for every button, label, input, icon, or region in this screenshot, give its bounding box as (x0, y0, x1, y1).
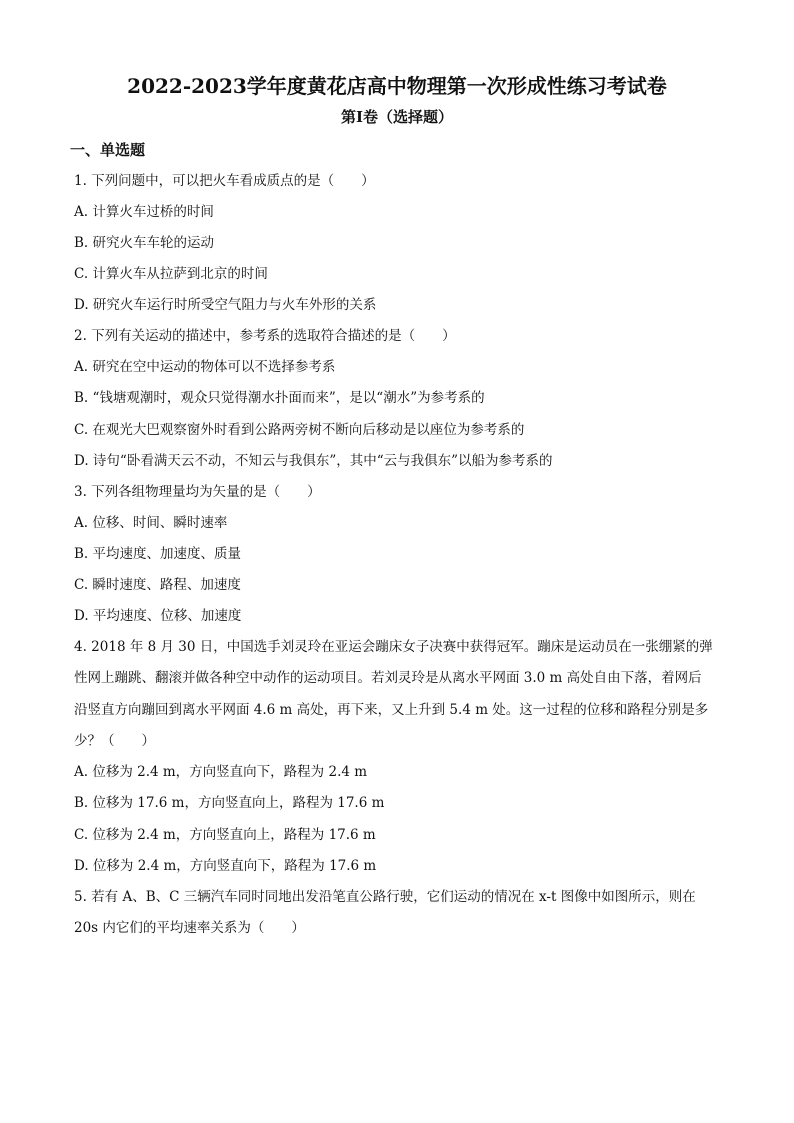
exam-title: 2022-2023学年度黄花店高中物理第一次形成性练习考试卷 (127, 74, 667, 98)
question-1-option-b: B. 研究火车车轮的运动 (74, 235, 215, 251)
question-2-option-d: D. 诗句“卧看满天云不动，不知云与我俱东”，其中“云与我俱东”以船为参考系的 (74, 453, 553, 469)
section-heading: 一、单选题 (70, 141, 146, 159)
question-4-option-a: A. 位移为 2.4 m，方向竖直向下，路程为 2.4 m (74, 764, 368, 780)
question-1-option-c: C. 计算火车从拉萨到北京的时间 (74, 266, 268, 282)
question-3-option-c: C. 瞬时速度、路程、加速度 (74, 577, 241, 593)
volume-subtitle: 第I卷（选择题） (340, 108, 454, 126)
question-3-option-a: A. 位移、时间、瞬时速率 (74, 515, 228, 531)
question-2-option-b: B. “钱塘观潮时，观众只觉得潮水扑面而来”，是以“潮水”为参考系的 (74, 390, 485, 406)
question-3-stem: 3. 下列各组物理量均为矢量的是（ ） (74, 484, 321, 500)
question-4-stem-line-2: 性网上蹦跳、翻滚并做各种空中动作的运动项目。若刘灵玲是从离水平网面 3.0 m 高处自由下落，着网后 (74, 670, 702, 686)
question-3-option-b: B. 平均速度、加速度、质量 (74, 546, 242, 562)
question-4-option-b: B. 位移为 17.6 m，方向竖直向上，路程为 17.6 m (74, 795, 385, 811)
question-4-stem-line-4: 少？（ ） (74, 733, 155, 749)
question-1-stem: 1. 下列问题中，可以把火车看成质点的是（ ） (74, 173, 375, 189)
question-2-option-a: A. 研究在空中运动的物体可以不选择参考系 (74, 359, 336, 375)
question-4-stem-line-3: 沿竖直方向蹦回到离水平网面 4.6 m 高处，再下来，又上升到 5.4 m 处。这一过程的位移和路程分别是多 (74, 702, 709, 718)
question-2-option-c: C. 在观光大巴观察窗外时看到公路两旁树不断向后移动是以座位为参考系的 (74, 422, 525, 438)
question-4-stem-line-1: 4. 2018 年 8 月 30 日，中国选手刘灵玲在亚运会蹦床女子决赛中获得冠军。蹦床是运动员在一张绷紧的弹 (74, 639, 713, 655)
question-4-option-c: C. 位移为 2.4 m，方向竖直向上，路程为 17.6 m (74, 827, 376, 843)
question-5-stem-line-1: 5. 若有 A、B、C 三辆汽车同时同地出发沿笔直公路行驶，它们运动的情况在 x-t 图像中如图所示，则在 (74, 889, 696, 905)
question-2-stem: 2. 下列有关运动的描述中，参考系的选取符合描述的是（ ） (74, 328, 456, 344)
question-1-option-a: A. 计算火车过桥的时间 (74, 204, 214, 220)
question-1-option-d: D. 研究火车运行时所受空气阻力与火车外形的关系 (74, 297, 377, 313)
question-4-option-d: D. 位移为 2.4 m，方向竖直向下，路程为 17.6 m (74, 858, 377, 874)
question-5-stem-line-2: 20s 内它们的平均速率关系为（ ） (74, 920, 305, 936)
question-3-option-d: D. 平均速度、位移、加速度 (74, 608, 242, 624)
